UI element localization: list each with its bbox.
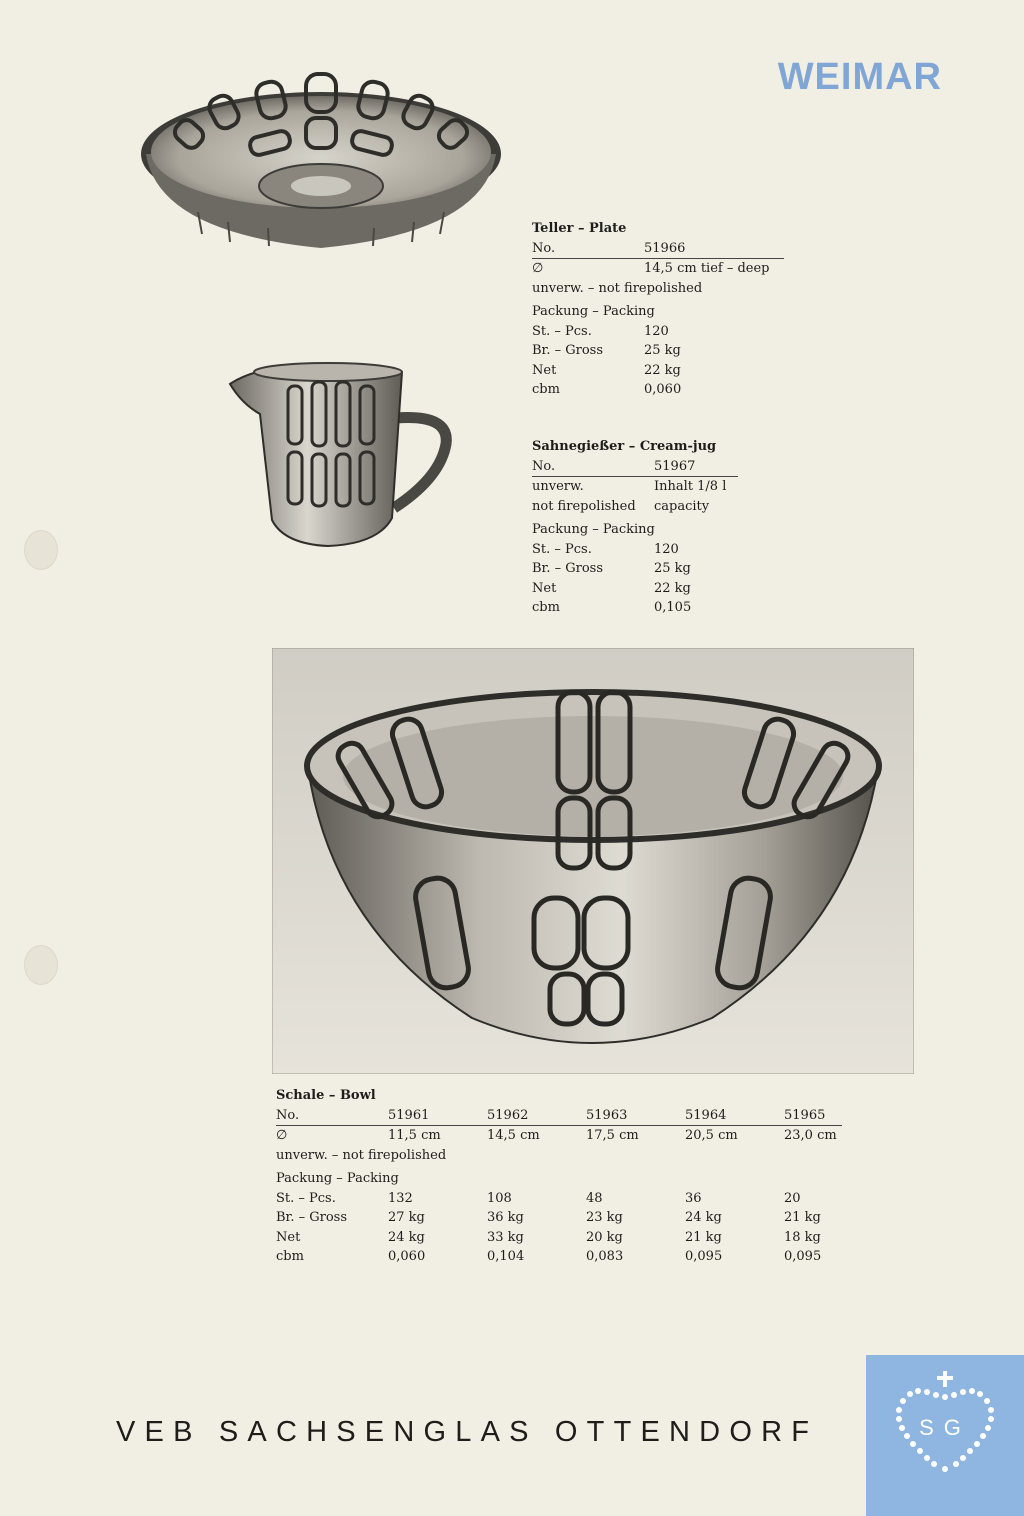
- row-value: 0,095: [685, 1249, 723, 1264]
- row-value: 0,105: [654, 600, 692, 615]
- jug-gross-row: [532, 559, 738, 579]
- jug-pcs-row: [532, 540, 738, 560]
- row-label: Net: [276, 1229, 301, 1245]
- plate-photo: [138, 62, 504, 256]
- plate-finish: unverw. – not firepolished: [532, 280, 703, 296]
- bowl-diameter-row: [276, 1126, 842, 1146]
- row-value: 22 kg: [654, 580, 691, 596]
- diameter-symbol: ∅: [276, 1128, 288, 1143]
- row-value: 48: [586, 1190, 603, 1206]
- punch-hole: [24, 945, 58, 985]
- plate-number-row: [532, 239, 784, 260]
- row-label: Br. – Gross: [276, 1210, 348, 1225]
- plate-packing-heading: Packung – Packing: [532, 304, 655, 319]
- bowl-cbm-row: [276, 1247, 842, 1267]
- bowl-number: 51965: [784, 1107, 826, 1123]
- row-value: 0,060: [388, 1249, 426, 1264]
- plate-spec: [532, 219, 784, 400]
- no-label: No.: [532, 240, 556, 256]
- bowl-spec: [276, 1086, 842, 1267]
- row-value: 108: [487, 1190, 512, 1206]
- row-value: 0,060: [644, 382, 682, 397]
- bowl-diameter: 20,5 cm: [685, 1128, 738, 1143]
- finish-de: unverw.: [532, 479, 584, 494]
- row-value: 20 kg: [586, 1229, 623, 1245]
- capacity-de: Inhalt 1/8 l: [654, 479, 727, 494]
- row-value: 0,083: [586, 1249, 624, 1264]
- bowl-number: 51964: [685, 1107, 727, 1123]
- plate-diameter-row: [532, 259, 784, 279]
- sachsenglas-logo: [866, 1355, 1024, 1516]
- row-value: 21 kg: [784, 1210, 821, 1225]
- bowl-net-row: [276, 1228, 842, 1248]
- row-label: St. – Pcs.: [276, 1190, 336, 1206]
- no-label: No.: [276, 1107, 300, 1123]
- bowl-number: 51961: [388, 1107, 430, 1123]
- jug-number: 51967: [654, 458, 696, 474]
- plate-gross-row: [532, 341, 784, 361]
- row-label: Net: [532, 362, 557, 378]
- row-value: 20: [784, 1190, 801, 1206]
- row-label: Br. – Gross: [532, 343, 604, 358]
- row-label: Net: [532, 580, 557, 596]
- bowl-diameter: 11,5 cm: [388, 1128, 441, 1143]
- logo-letters: SG: [919, 1415, 971, 1440]
- bowl-packing-heading: Packung – Packing: [276, 1171, 399, 1186]
- row-label: cbm: [532, 382, 560, 397]
- jug-heading: Sahnegießer – Cream-jug: [532, 439, 717, 454]
- bowl-number: 51962: [487, 1107, 529, 1123]
- plate-pcs-row: [532, 322, 784, 342]
- jug-net-row: [532, 579, 738, 599]
- row-value: 22 kg: [644, 362, 681, 378]
- row-label: Br. – Gross: [532, 561, 604, 576]
- bowl-finish: unverw. – not firepolished: [276, 1147, 447, 1163]
- row-value: 24 kg: [388, 1229, 425, 1245]
- row-value: 23 kg: [586, 1210, 623, 1225]
- row-value: 36: [685, 1190, 702, 1206]
- punch-hole: [24, 530, 58, 570]
- bowl-number: 51963: [586, 1107, 628, 1123]
- plate-cbm-row: [532, 380, 784, 400]
- plate-net-row: [532, 361, 784, 381]
- jug-cbm-row: [532, 598, 738, 618]
- jug-spec: [532, 437, 738, 618]
- row-value: 27 kg: [388, 1210, 425, 1225]
- row-value: 21 kg: [685, 1229, 722, 1245]
- jug-number-row: [532, 457, 738, 478]
- row-value: 0,104: [487, 1249, 525, 1264]
- bowl-gross-row: [276, 1208, 842, 1228]
- bowl-heading: Schale – Bowl: [276, 1088, 376, 1103]
- jug-finish-row: [532, 477, 738, 497]
- company-name: VEB SACHSENGLAS OTTENDORF: [116, 1416, 819, 1448]
- row-value: 25 kg: [654, 561, 691, 576]
- bowl-photo: [272, 648, 914, 1074]
- plate-number: 51966: [644, 240, 686, 256]
- row-value: 36 kg: [487, 1210, 524, 1225]
- bowl-diameter: 17,5 cm: [586, 1128, 639, 1143]
- row-label: cbm: [276, 1249, 304, 1264]
- row-label: cbm: [532, 600, 560, 615]
- capacity-en: capacity: [654, 498, 710, 514]
- bowl-diameter: 14,5 cm: [487, 1128, 540, 1143]
- row-label: St. – Pcs.: [532, 323, 592, 339]
- row-value: 132: [388, 1190, 413, 1206]
- cream-jug-photo: [228, 358, 452, 550]
- series-title: WEIMAR: [777, 56, 942, 98]
- plate-diameter: 14,5 cm tief – deep: [644, 261, 770, 276]
- row-value: 0,095: [784, 1249, 822, 1264]
- no-label: No.: [532, 458, 556, 474]
- jug-finish-en-row: [532, 497, 738, 517]
- diameter-symbol: ∅: [532, 261, 544, 276]
- finish-en: not firepolished: [532, 498, 636, 514]
- bowl-pcs-row: [276, 1189, 842, 1209]
- bowl-diameter: 23,0 cm: [784, 1128, 837, 1143]
- row-value: 18 kg: [784, 1229, 821, 1245]
- jug-packing-heading: Packung – Packing: [532, 522, 655, 537]
- row-value: 25 kg: [644, 343, 681, 358]
- row-label: St. – Pcs.: [532, 541, 592, 557]
- plate-heading: Teller – Plate: [532, 221, 627, 236]
- row-value: 120: [644, 323, 669, 339]
- row-value: 120: [654, 541, 679, 557]
- row-value: 24 kg: [685, 1210, 722, 1225]
- row-value: 33 kg: [487, 1229, 524, 1245]
- bowl-number-row: [276, 1106, 842, 1127]
